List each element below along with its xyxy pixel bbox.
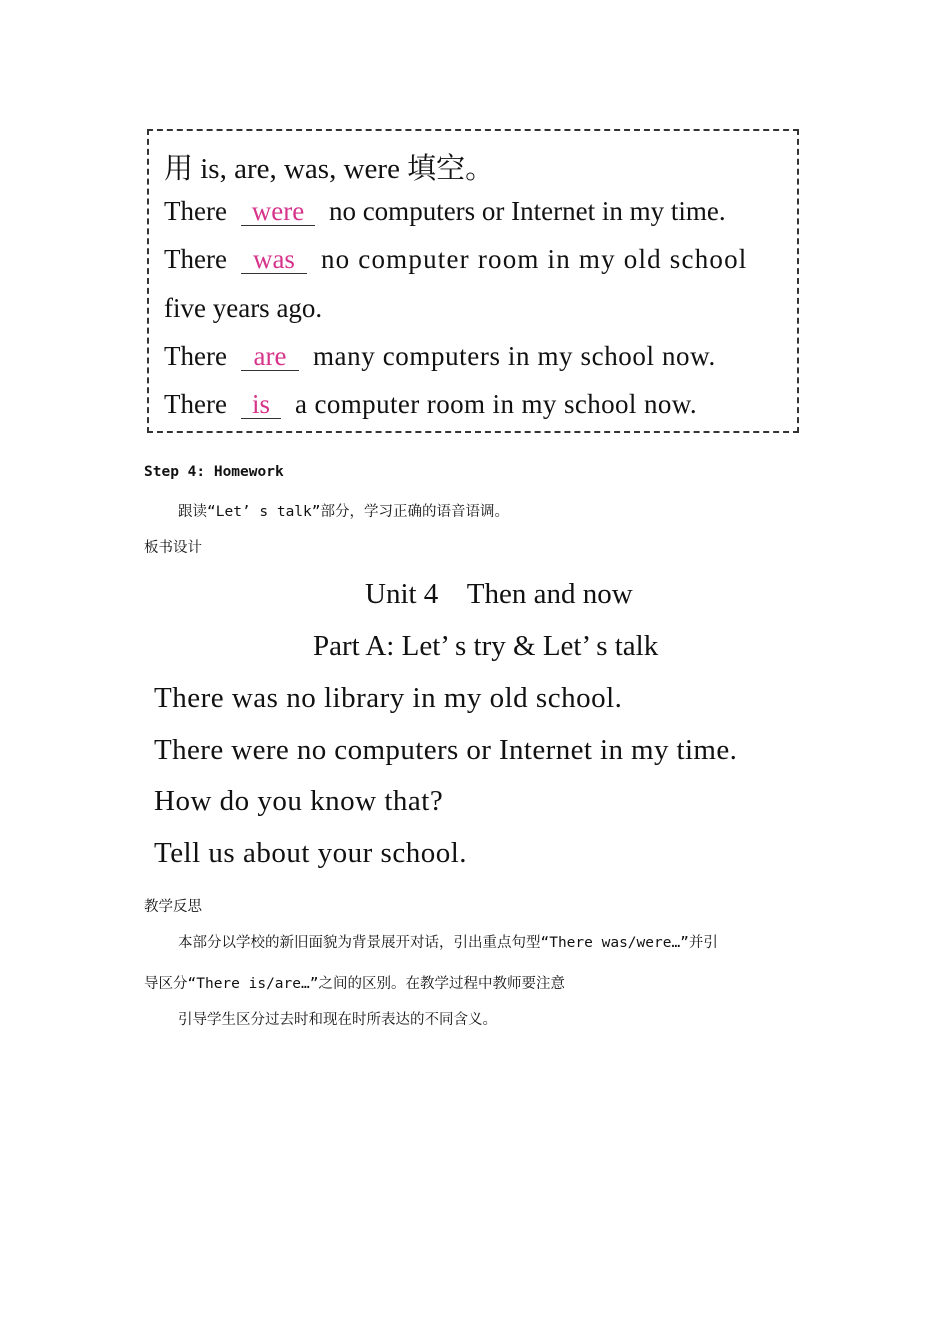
exercise-item-3-after: many computers in my school now. (312, 341, 716, 371)
board-line-3: How do you know that? (154, 785, 444, 817)
exercise-item-4-before: There (164, 389, 227, 419)
board-title-2: Part A: Let’ s try & Let’ s talk (313, 630, 659, 662)
homework-heading: Step 4: Homework (144, 464, 284, 480)
board-line-2: There were no computers or Internet in my time. (154, 734, 738, 766)
answer-word-4: is (251, 389, 270, 419)
homework-text: 跟读“Let’ s talk”部分，学习正确的语音语调。 (178, 504, 509, 520)
exercise-item-3 (164, 341, 716, 372)
exercise-item-4-after: a computer room in my school now. (294, 389, 698, 419)
reflection-paragraph-2: 导区分“There is/are…”之间的区别。在教学过程中教师要注意 (144, 976, 565, 992)
exercise-item-1-before: There (164, 196, 227, 226)
board-title-1: Unit 4 Then and now (365, 578, 633, 610)
board-heading: 板书设计 (144, 540, 202, 556)
answer-blank-2 (241, 245, 307, 274)
answer-word-1: were (251, 196, 305, 226)
answer-blank-1 (241, 197, 315, 226)
answer-blank-3 (241, 342, 299, 371)
exercise-item-2-after: no computer room in my old school (320, 244, 748, 274)
reflection-paragraph-3: 引导学生区分过去时和现在时所表达的不同含义。 (178, 1012, 497, 1028)
exercise-item-2-before: There (164, 244, 227, 274)
reflection-paragraph-1: 本部分以学校的新旧面貌为背景展开对话，引出重点句型“There was/were…”并引 (178, 935, 718, 951)
answer-word-2: was (252, 244, 295, 274)
exercise-instruction: 用 is, are, was, were 填空。 (164, 153, 495, 185)
exercise-item-1-after: no computers or Internet in my time. (328, 196, 726, 226)
exercise-item-3-before: There (164, 341, 227, 371)
reflection-heading: 教学反思 (144, 899, 202, 915)
exercise-item-4 (164, 389, 697, 420)
answer-word-3: are (253, 341, 287, 371)
exercise-item-1 (164, 196, 726, 227)
exercise-item-2 (164, 244, 748, 275)
board-line-4: Tell us about your school. (154, 837, 468, 869)
board-line-1: There was no library in my old school. (154, 682, 623, 714)
answer-blank-4 (241, 390, 281, 419)
exercise-item-2-continued: five years ago. (164, 293, 323, 323)
